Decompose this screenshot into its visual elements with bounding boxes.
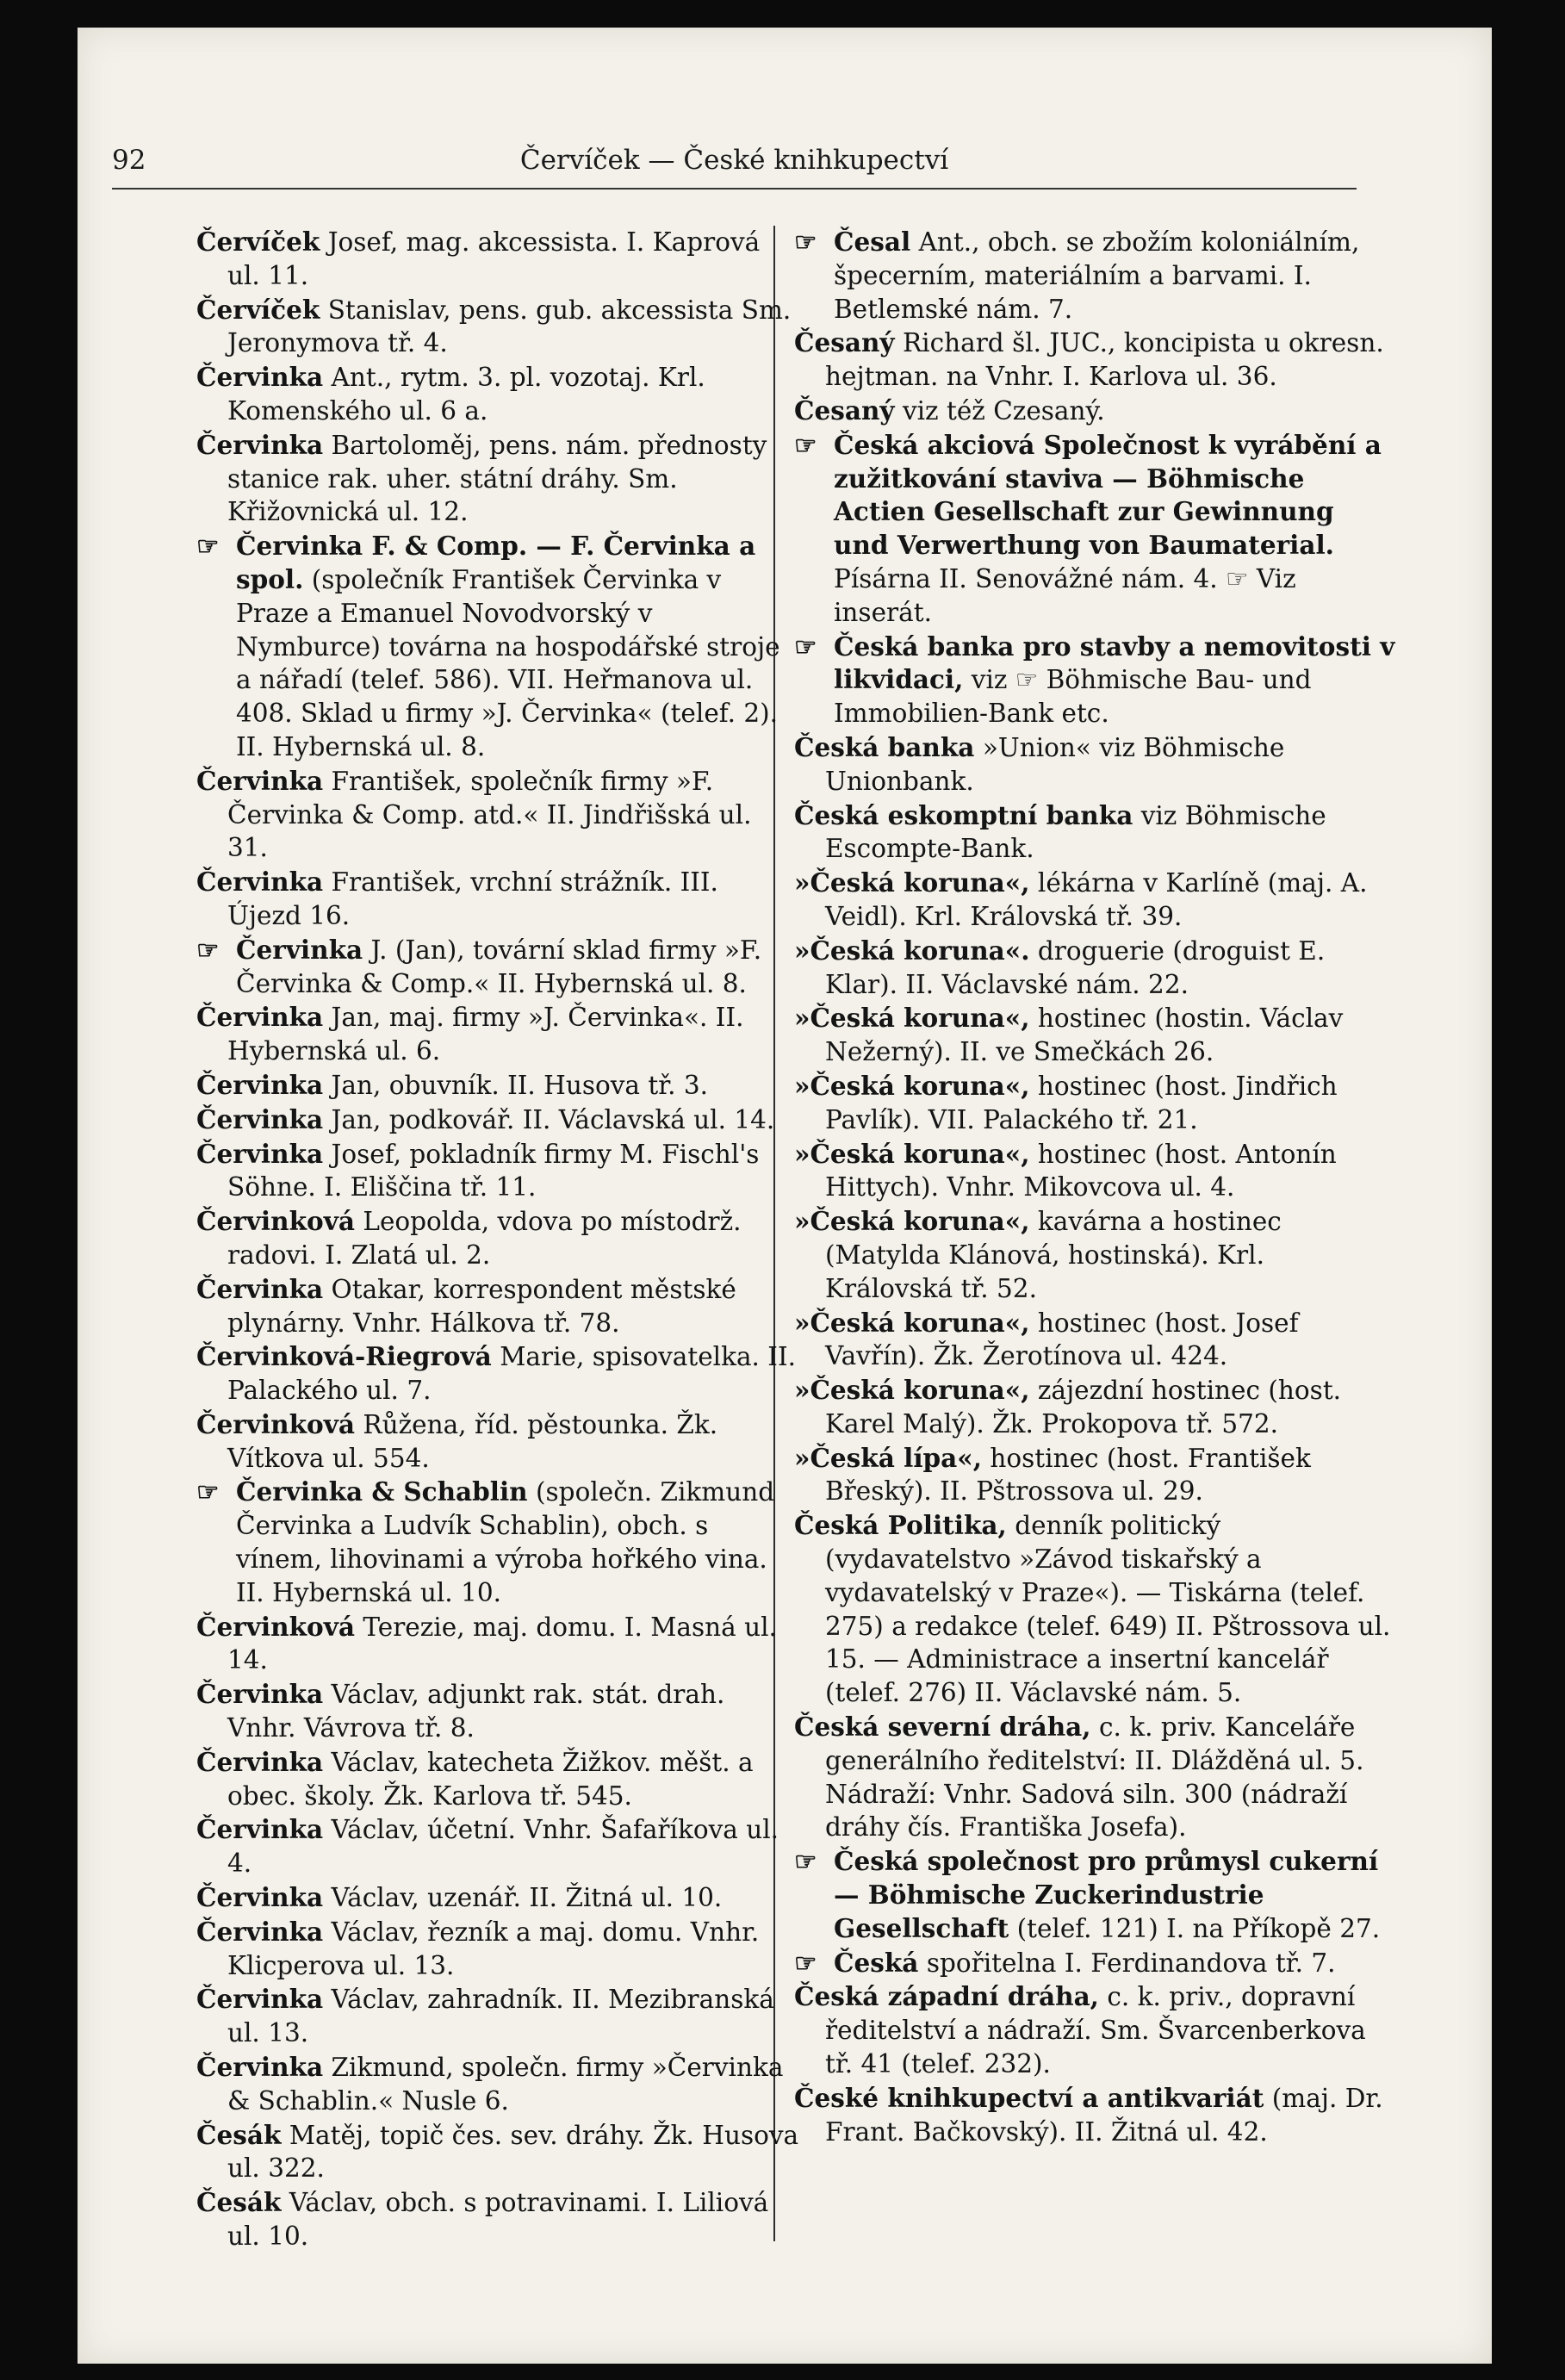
- directory-entry: [196, 866, 799, 933]
- entry-details: Písárna II. Senovážné nám. 4. ☞ Viz inserát.: [834, 563, 1296, 627]
- entry-name: Česká západní dráha,: [794, 1981, 1099, 2012]
- directory-entry: [196, 1205, 799, 1272]
- directory-entry: [794, 395, 1397, 428]
- directory-entry: [196, 1103, 799, 1137]
- entry-name: Červinka: [196, 1069, 324, 1100]
- entry-details: kavárna a hostinec (Matylda Klánová, hostinská). Krl. Královská tř. 52.: [825, 1207, 1282, 1303]
- directory-entry: [794, 1138, 1397, 1205]
- directory-entry: [794, 1374, 1397, 1441]
- page-number: 92: [112, 145, 146, 176]
- entry-details: denník politický (vydavatelstvo »Závod tiskařský a vydavatelský v Praze«). — Tiskárna (telef. 275) a redakce (telef. 649) II. Pštrossova ul. 15. — Administrace a insertní kancelář (telef. 276) II. Václavské nám. 5.: [825, 1511, 1391, 1708]
- entry-name: Červíček: [196, 294, 320, 325]
- directory-entry: [794, 1509, 1397, 1710]
- directory-entry: [794, 1947, 1397, 1980]
- entry-name: Česká společnost pro průmysl cukerní — Böhmische Zuckerindustrie Gesellschaft: [834, 1846, 1379, 1943]
- directory-entry: [196, 530, 799, 764]
- entry-name: Červinka: [196, 867, 324, 898]
- directory-entry: [196, 1746, 799, 1813]
- entry-details: »Union« viz Böhmische Unionbank.: [825, 732, 1285, 796]
- entry-name: Červinka: [196, 1138, 324, 1169]
- entry-details: Václav, katecheta Žižkov. měšt. a obec. školy. Žk. Karlova tř. 545.: [227, 1747, 754, 1811]
- entry-name: Červinka: [196, 1814, 324, 1845]
- entry-name: Česká banka pro stavby a nemovitosti v likvidaci,: [834, 631, 1395, 695]
- entry-name: »Česká koruna«,: [794, 1307, 1030, 1338]
- entry-name: »Česká koruna«.: [794, 935, 1030, 966]
- entry-details: Růžena, říd. pěstounka. Žk. Vítkova ul. 554.: [227, 1409, 718, 1473]
- directory-entry: [196, 226, 799, 293]
- entry-name: »Česká koruna«,: [794, 1138, 1030, 1169]
- entry-name: Červinková: [196, 1206, 355, 1237]
- directory-entry: [794, 1307, 1397, 1374]
- directory-entry: [196, 2119, 799, 2186]
- entry-name: Česák: [196, 2119, 282, 2150]
- directory-entry: [794, 1980, 1397, 2080]
- entry-name: Červinka: [196, 362, 324, 393]
- pointing-hand-icon: ☞: [794, 1846, 817, 1877]
- entry-name: České knihkupectví a antikvariát: [794, 2082, 1264, 2113]
- entry-details: viz Böhmische Escompte-Bank.: [825, 800, 1326, 864]
- entry-details: hostinec (host. Jindřich Pavlík). VII. Palackého tř. 21.: [825, 1071, 1338, 1134]
- directory-entry: [196, 1813, 799, 1880]
- entry-name: Červinka & Schablin: [236, 1476, 528, 1507]
- directory-entry: [196, 1916, 799, 1983]
- entry-name: Česká: [834, 1947, 919, 1978]
- entry-details: Stanislav, pens. gub. akcessista Sm. Jeronymova tř. 4.: [227, 295, 792, 358]
- entry-details: Zikmund, společn. firmy »Červinka & Schablin.« Nusle 6.: [227, 2053, 784, 2116]
- entry-details: viz ☞ Böhmische Bau- und Immobilien-Bank etc.: [834, 665, 1312, 729]
- entry-details: J. (Jan), tovární sklad firmy »F. Červinka & Comp.« II. Hybernská ul. 8.: [236, 935, 762, 998]
- entry-name: »Česká koruna«,: [794, 1003, 1030, 1034]
- directory-entry: [794, 799, 1397, 867]
- pointing-hand-icon: ☞: [196, 934, 220, 965]
- entry-details: (společník František Červinka v Praze a Emanuel Novodvorský v Nymburce) továrna na hospodářské stroje a nářadí (telef. 586). VII. Heřmanova ul. 408. Sklad u firmy »J. Červinka« (telef. 2). II. Hybernská ul. 8.: [236, 564, 780, 761]
- directory-entry: [196, 1069, 799, 1103]
- directory-entry: [794, 1711, 1397, 1844]
- entry-details: c. k. priv. Kanceláře generálního ředitelství: II. Dlážděná ul. 5. Nádraží: Vnhr. Sadová siln. 300 (nádraží dráhy čís. Františka Josefa).: [825, 1712, 1364, 1842]
- directory-entry: [196, 765, 799, 865]
- directory-entry: [196, 294, 799, 361]
- directory-entry: [794, 731, 1397, 799]
- directory-entry: [794, 1070, 1397, 1137]
- page-header: [112, 129, 1357, 184]
- entry-name: Červinková: [196, 1611, 355, 1642]
- entry-details: Ant., obch. se zbožím koloniálním, špecerním, materiálním a barvami. I. Betlemské nám. 7.: [834, 227, 1360, 324]
- entry-name: Červinka: [196, 765, 324, 796]
- entry-details: Václav, uzenář. II. Žitná ul. 10.: [331, 1883, 723, 1913]
- entry-name: »Česká koruna«,: [794, 1375, 1030, 1406]
- entry-details: Marie, spisovatelka. II. Palackého ul. 7.: [227, 1342, 796, 1406]
- directory-entry: [794, 867, 1397, 934]
- directory-entry: [196, 1881, 799, 1915]
- entry-details: Václav, adjunkt rak. stát. drah. Vnhr. Vávrova tř. 8.: [227, 1680, 725, 1743]
- entry-details: hostinec (host. Antonín Hittych). Vnhr. Mikovcova ul. 4.: [825, 1139, 1337, 1202]
- running-head: Červíček — České knihkupectví: [519, 145, 949, 176]
- directory-entry: [196, 429, 799, 529]
- entry-name: Červinka: [196, 1273, 324, 1304]
- entry-name: Červinková-Riegrová: [196, 1341, 492, 1372]
- entry-details: Jan, podkovář. II. Václavská ul. 14.: [331, 1104, 775, 1134]
- entry-details: (maj. Dr. Frant. Bačkovský). II. Žitná ul. 42.: [825, 2083, 1383, 2147]
- directory-entry: [794, 935, 1397, 1002]
- entry-details: hostinec (hostin. Václav Nežerný). II. ve Smečkách 26.: [825, 1004, 1344, 1067]
- entry-name: Červinka: [196, 1002, 324, 1033]
- directory-entry: [794, 1205, 1397, 1305]
- entry-details: Matěj, topič čes. sev. dráhy. Žk. Husova ul. 322.: [227, 2120, 799, 2184]
- entry-name: »Česká koruna«,: [794, 1070, 1030, 1101]
- pointing-hand-icon: ☞: [196, 1476, 220, 1507]
- entry-name: Červinka: [196, 1746, 324, 1777]
- entry-details: Jan, obuvník. II. Husova tř. 3.: [331, 1070, 709, 1100]
- entry-details: Jan, maj. firmy »J. Červinka«. II. Hybernská ul. 6.: [227, 1003, 744, 1066]
- directory-entry: [794, 2082, 1397, 2149]
- pointing-hand-icon: ☞: [196, 531, 220, 562]
- pointing-hand-icon: ☞: [794, 1947, 817, 1978]
- entry-name: Česká banka: [794, 731, 975, 762]
- pointing-hand-icon: ☞: [794, 227, 817, 257]
- entry-name: Červinka: [196, 1103, 324, 1134]
- entry-details: Václav, zahradník. II. Mezibranská ul. 13.: [227, 1985, 774, 2048]
- entry-details: Václav, obch. s potravinami. I. Liliová ul. 10.: [227, 2188, 769, 2252]
- entry-details: lékárna v Karlíně (maj. A. Veidl). Krl. Královská tř. 39.: [825, 868, 1368, 931]
- directory-entry: [196, 361, 799, 428]
- directory-entry: [196, 1138, 799, 1205]
- left-column: [196, 226, 799, 2254]
- entry-name: Červinka: [236, 934, 363, 965]
- entry-name: Červinka: [196, 1916, 324, 1947]
- entry-name: Červinka: [196, 1984, 324, 2015]
- directory-entry: [196, 2051, 799, 2118]
- directory-entry: [196, 1611, 799, 1678]
- entry-details: viz též Czesaný.: [902, 395, 1105, 426]
- entry-name: Červinka: [196, 1882, 324, 1913]
- entry-name: Česal: [834, 227, 911, 257]
- directory-entry: [196, 1340, 799, 1407]
- entry-details: (společn. Zikmund Červinka a Ludvík Schablin), obch. s vínem, lihovinami a výroba hořkého vina. II. Hybernská ul. 10.: [236, 1477, 775, 1607]
- entry-name: Česká eskomptní banka: [794, 799, 1133, 830]
- entry-details: František, společník firmy »F. Červinka & Comp. atd.« II. Jindřišská ul. 31.: [227, 766, 752, 863]
- entry-name: Česká Politika,: [794, 1510, 1007, 1541]
- entry-name: Červinka: [196, 1679, 324, 1710]
- entry-name: Červíček: [196, 227, 320, 257]
- directory-entry: [196, 1476, 799, 1609]
- entry-details: hostinec (host. František Břeský). II. Pštrossova ul. 29.: [825, 1443, 1311, 1507]
- directory-entry: [794, 631, 1397, 730]
- entry-name: »Česká lípa«,: [794, 1442, 982, 1473]
- directory-entry: [794, 226, 1397, 326]
- directory-entry: [196, 934, 799, 1001]
- entry-name: Červinka: [196, 429, 324, 460]
- entry-details: Ant., rytm. 3. pl. vozotaj. Krl. Komenského ul. 6 a.: [227, 363, 705, 426]
- entry-details: Josef, mag. akcessista. I. Kaprová ul. 11.: [227, 227, 761, 290]
- directory-entry: [196, 1408, 799, 1476]
- entry-details: c. k. priv., dopravní ředitelství a nádraží. Sm. Švarcenberkova tř. 41 (telef. 232).: [825, 1982, 1366, 2079]
- directory-entry: [794, 429, 1397, 630]
- entry-name: Česák: [196, 2187, 282, 2218]
- directory-entry: [794, 1845, 1397, 1945]
- directory-entry: [794, 1002, 1397, 1069]
- entry-name: »Česká koruna«,: [794, 867, 1030, 898]
- entry-details: Otakar, korrespondent městské plynárny. Vnhr. Hálkova tř. 78.: [227, 1274, 736, 1338]
- pointing-hand-icon: ☞: [794, 429, 817, 460]
- entry-name: Červinka F. & Comp. — F. Červinka a spol.: [236, 531, 756, 594]
- entry-name: »Česká koruna«,: [794, 1206, 1030, 1237]
- entry-details: František, vrchní strážník. III. Újezd 16.: [227, 867, 718, 930]
- entry-details: zájezdní hostinec (host. Karel Malý). Žk. Prokopova tř. 572.: [825, 1376, 1342, 1439]
- entry-name: Červinková: [196, 1408, 355, 1439]
- entry-details: Richard šl. JUC., koncipista u okresn. hejtman. na Vnhr. I. Karlova ul. 36.: [825, 328, 1384, 392]
- entry-details: droguerie (droguist E. Klar). II. Václavské nám. 22.: [825, 935, 1326, 999]
- directory-entry: [196, 1273, 799, 1340]
- entry-details: Václav, účetní. Vnhr. Šafaříkova ul. 4.: [227, 1815, 779, 1879]
- directory-entry: [196, 1001, 799, 1068]
- directory-entry: [196, 1678, 799, 1745]
- entry-name: Česká severní dráha,: [794, 1712, 1091, 1743]
- entry-details: spořitelna I. Ferdinandova tř. 7.: [926, 1948, 1336, 1978]
- entry-name: Česká akciová Společnost k vyrábění a zužitkování staviva — Böhmische Actien Gesellschaft zur Gewinnung und Verwerthung von Baumaterial.: [834, 429, 1382, 561]
- entry-details: hostinec (host. Josef Vavřín). Žk. Žerotínova ul. 424.: [825, 1308, 1299, 1371]
- entry-details: Terezie, maj. domu. I. Masná ul. 14.: [227, 1612, 777, 1675]
- entry-details: Bartoloměj, pens. nám. přednosty stanice rak. uher. státní dráhy. Sm. Křižovnická ul. 12.: [227, 430, 767, 527]
- directory-entry: [794, 1442, 1397, 1509]
- header-rule: [112, 188, 1357, 190]
- entry-name: Červinka: [196, 2052, 324, 2083]
- directory-entry: [196, 1983, 799, 2050]
- entry-details: Josef, pokladník firmy M. Fischl's Söhne. I. Eliščina tř. 11.: [227, 1139, 760, 1202]
- entry-name: Česaný: [794, 395, 895, 426]
- directory-entry: [196, 2186, 799, 2253]
- entry-details: Leopolda, vdova po místodrž. radovi. I. Zlatá ul. 2.: [227, 1207, 742, 1270]
- directory-entry: [794, 326, 1397, 394]
- entry-details: Václav, řezník a maj. domu. Vnhr. Klicperova ul. 13.: [227, 1917, 760, 1980]
- entry-details: (telef. 121) I. na Příkopě 27.: [1016, 1913, 1381, 1943]
- entry-name: Česaný: [794, 327, 895, 358]
- right-column: [794, 226, 1397, 2149]
- pointing-hand-icon: ☞: [794, 631, 817, 662]
